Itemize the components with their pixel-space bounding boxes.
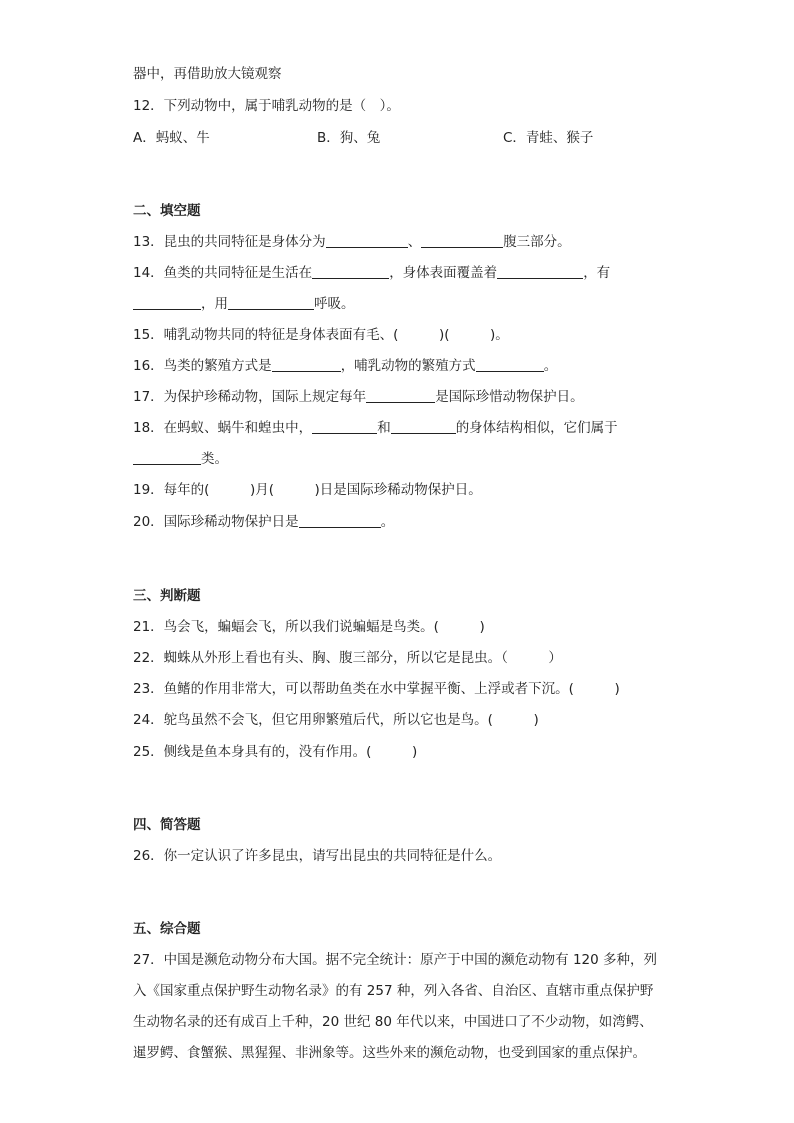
option-c: C．青蛙、猴子 <box>503 130 594 146</box>
answer-blank <box>421 233 503 248</box>
answer-blank <box>326 233 408 248</box>
question-12: 12．下列动物中，属于哺乳动物的是（ ）。 <box>133 98 400 114</box>
q18-text-d: 类。 <box>201 451 228 467</box>
q20-text-b: 。 <box>380 514 395 530</box>
section-heading-true-false: 三、判断题 <box>133 588 201 604</box>
q14-text-b: ，身体表面覆盖着 <box>389 265 498 281</box>
question-19: 19．每年的( )月( )日是国际珍稀动物保护日。 <box>133 482 482 498</box>
question-26: 26．你一定认识了许多昆虫，请写出昆虫的共同特征是什么。 <box>133 848 502 864</box>
answer-blank <box>299 513 381 528</box>
section-heading-short-answer: 四、简答题 <box>133 817 201 833</box>
answer-blank <box>133 450 201 465</box>
q14-text-e: 呼吸。 <box>314 296 355 312</box>
q16-text-c: 。 <box>543 358 558 374</box>
q14-text-d: ，用 <box>201 296 228 312</box>
answer-blank <box>391 419 456 434</box>
question-27-line-4: 暹罗鳄、食蟹猴、黑猩猩、非洲象等。这些外来的濒危动物，也受到国家的重点保护。 <box>133 1045 646 1061</box>
q17-text-a: 17．为保护珍稀动物，国际上规定每年 <box>133 389 367 405</box>
answer-blank <box>312 264 389 279</box>
question-12-options <box>133 128 593 148</box>
question-16 <box>133 356 557 376</box>
q18-text-a: 18．在蚂蚁、蜗牛和蝗虫中， <box>133 420 313 436</box>
answer-blank <box>476 357 544 372</box>
answer-blank <box>228 295 314 310</box>
section-heading-fill-in: 二、填空题 <box>133 203 201 219</box>
question-14-cont <box>133 294 355 314</box>
q18-text-c: 的身体结构相似，它们属于 <box>455 420 618 436</box>
q18-text-b: 和 <box>377 420 391 436</box>
question-25: 25．侧线是鱼本身具有的，没有作用。( ) <box>133 744 418 760</box>
answer-blank <box>497 264 583 279</box>
question-27-line-2: 入《国家重点保护野生动物名录》的有 257 种，列入各省、自治区、直辖市重点保护野 <box>133 983 654 999</box>
question-22: 22．蜘蛛从外形上看也有头、胸、腹三部分，所以它是昆虫。（ ） <box>133 650 562 666</box>
q16-text-b: ，哺乳动物的繁殖方式 <box>340 358 476 374</box>
question-14 <box>133 263 610 283</box>
question-13 <box>133 232 571 252</box>
answer-blank <box>272 357 341 372</box>
option-a: A．蚂蚁、牛 <box>133 130 210 146</box>
question-15: 15．哺乳动物共同的特征是身体表面有毛、( )( )。 <box>133 327 509 343</box>
answer-blank <box>366 388 435 403</box>
question-27-line-3: 生动物名录的还有成百上千种，20 世纪 80 年代以来，中国进口了不少动物，如湾鳄、 <box>133 1014 653 1030</box>
answer-blank <box>312 419 377 434</box>
q17-text-b: 是国际珍惜动物保护日。 <box>435 389 584 405</box>
q13-text-a: 13．昆虫的共同特征是身体分为 <box>133 234 326 250</box>
question-20 <box>133 512 394 532</box>
continued-line: 器中，再借助放大镜观察 <box>133 66 282 82</box>
question-18 <box>133 418 618 438</box>
question-18-cont <box>133 449 228 469</box>
question-17 <box>133 387 584 407</box>
answer-blank <box>133 295 201 310</box>
q13-text-b: 、 <box>407 234 422 250</box>
section-heading-comprehensive: 五、综合题 <box>133 921 201 937</box>
question-21: 21．鸟会飞，蝙蝠会飞，所以我们说蝙蝠是鸟类。( ) <box>133 619 485 635</box>
q14-text-a: 14．鱼类的共同特征是生活在 <box>133 265 313 281</box>
question-27-line-1: 27．中国是濒危动物分布大国。据不完全统计：原产于中国的濒危动物有 120 多种，列 <box>133 952 658 968</box>
option-b: B．狗、兔 <box>317 130 381 146</box>
q16-text-a: 16．鸟类的繁殖方式是 <box>133 358 272 374</box>
q13-text-c: 腹三部分。 <box>503 234 571 250</box>
q20-text-a: 20．国际珍稀动物保护日是 <box>133 514 299 530</box>
question-24: 24．鸵鸟虽然不会飞，但它用卵繁殖后代，所以它也是鸟。( ) <box>133 712 539 728</box>
question-23: 23．鱼鳍的作用非常大，可以帮助鱼类在水中掌握平衡、上浮或者下沉。( ) <box>133 681 620 697</box>
q14-text-c: ，有 <box>583 265 611 281</box>
